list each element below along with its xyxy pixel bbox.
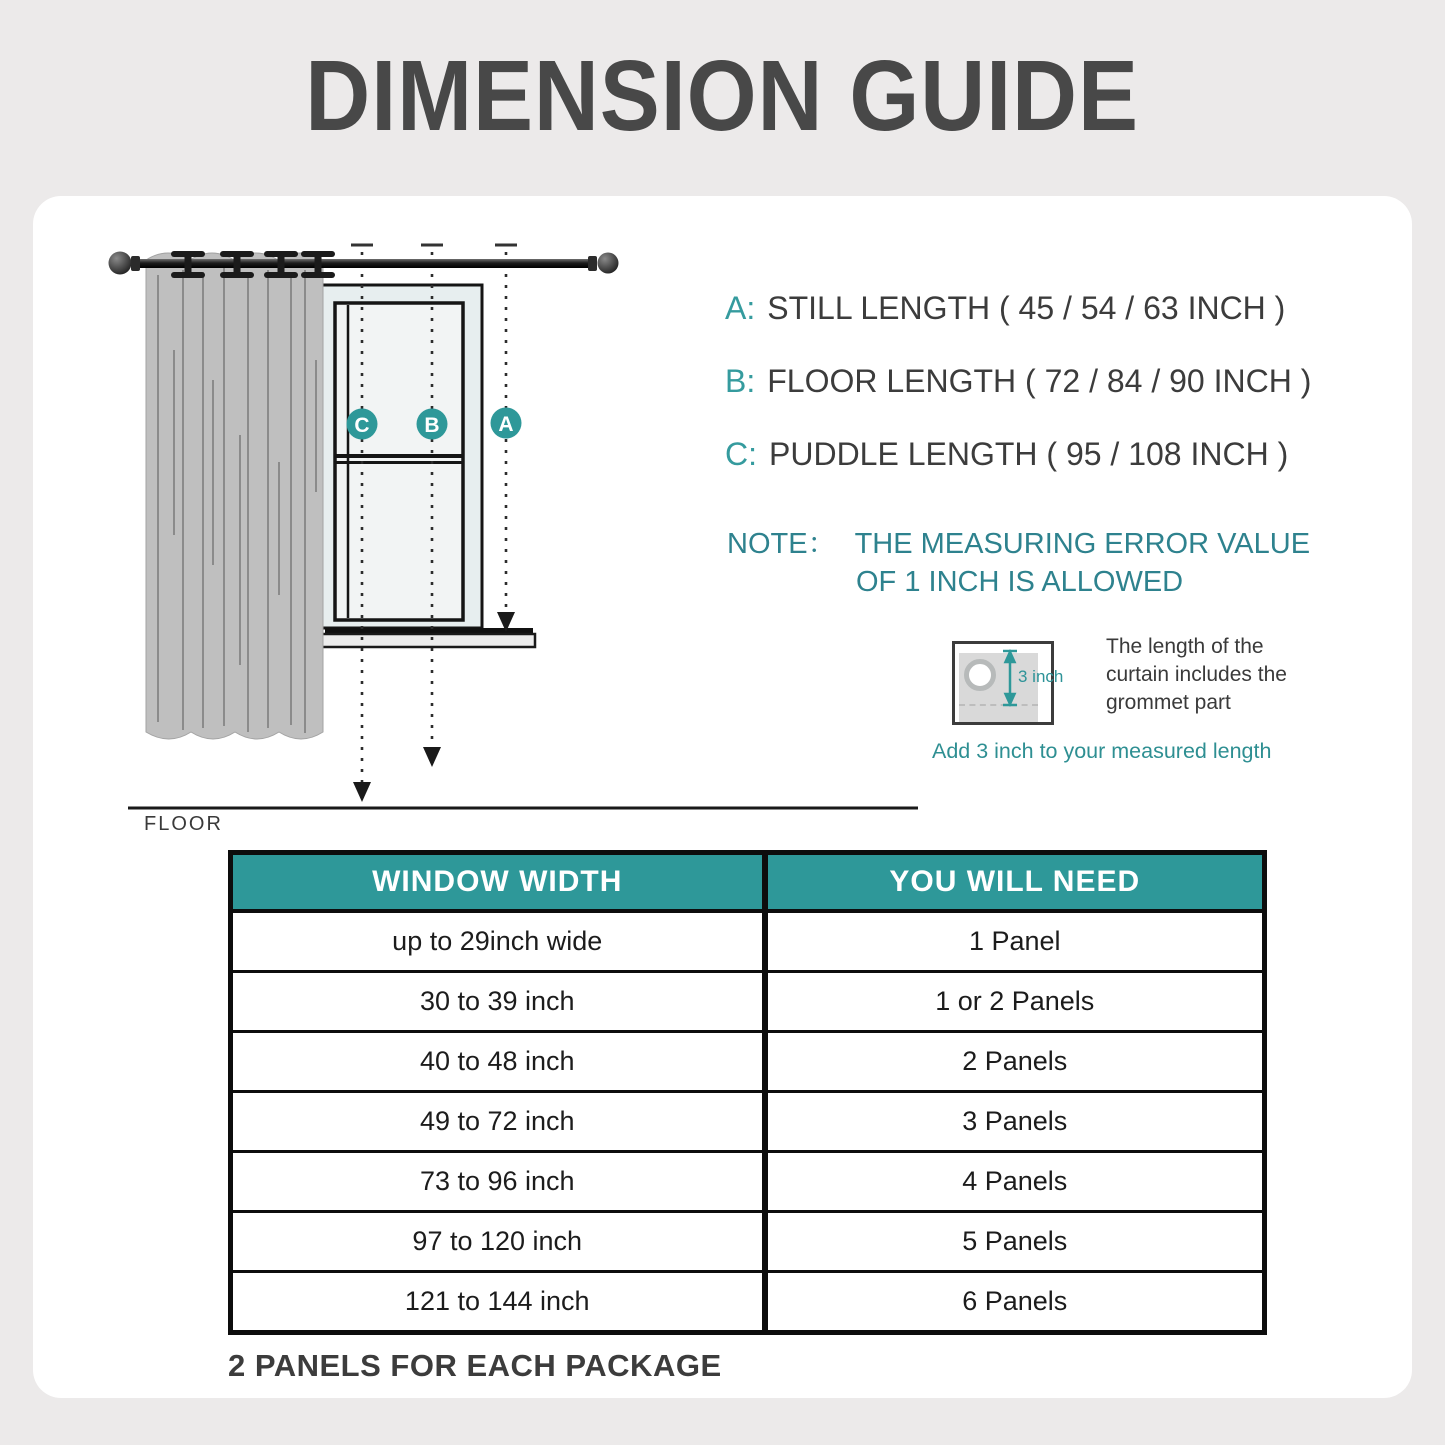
length-spec-a-key: A: (725, 290, 756, 326)
length-spec-b-text: FLOOR LENGTH ( 72 / 84 / 90 INCH ) (767, 363, 1312, 399)
table-row (231, 972, 1265, 1032)
grommet-stitch-line (959, 704, 1038, 706)
table-row (231, 1032, 1265, 1092)
floor-label: FLOOR (144, 813, 223, 830)
panels-needed-cell: 6 Panels (765, 1272, 1265, 1333)
panel-size-table (228, 850, 1267, 1335)
page-title (0, 40, 1445, 152)
window-width-cell: 49 to 72 inch (231, 1092, 765, 1152)
window-width-cell: 73 to 96 inch (231, 1152, 765, 1212)
window-width-cell: up to 29inch wide (231, 911, 765, 972)
note-line1-text: THE MEASURING ERROR VALUE (854, 528, 1311, 560)
length-spec-a (725, 290, 1285, 327)
panels-needed-cell: 4 Panels (765, 1152, 1265, 1212)
grommet-measure-arrow-icon (1001, 649, 1019, 713)
panels-needed-cell: 5 Panels (765, 1212, 1265, 1272)
package-note: 2 PANELS FOR EACH PACKAGE (228, 1348, 722, 1383)
grommet-caption: Add 3 inch to your measured length (932, 739, 1272, 763)
table-row (231, 1272, 1265, 1333)
table-header-row (231, 853, 1265, 912)
length-spec-c-key: C: (725, 436, 757, 472)
grommet-description: The length of the curtain includes the grommet part (1106, 635, 1287, 714)
table-row (231, 1092, 1265, 1152)
curtain-illustration (146, 253, 323, 739)
note-line2: OF 1 INCH IS ALLOWED (856, 566, 1184, 598)
length-spec-c (725, 436, 1288, 473)
table-row (231, 1152, 1265, 1212)
marker-a-label: A (498, 413, 514, 436)
marker-b-label: B (424, 414, 440, 437)
header-you-will-need: YOU WILL NEED (765, 853, 1265, 912)
window-width-cell: 30 to 39 inch (231, 972, 765, 1032)
grommet-inset-diagram (952, 641, 1064, 725)
header-window-width: WINDOW WIDTH (231, 853, 765, 912)
marker-c-label: C (354, 414, 370, 437)
length-spec-b (725, 363, 1311, 400)
table-row (231, 1212, 1265, 1272)
length-spec-a-text: STILL LENGTH ( 45 / 54 / 63 INCH ) (767, 290, 1286, 326)
grommet-measure-label: 3 inch (1018, 667, 1064, 686)
length-spec-b-key: B: (725, 363, 756, 399)
panels-needed-cell: 1 Panel (765, 911, 1265, 972)
panels-needed-cell: 2 Panels (765, 1032, 1265, 1092)
panels-needed-cell: 1 or 2 Panels (765, 972, 1265, 1032)
page-title-text: DIMENSION GUIDE (305, 40, 1140, 152)
window-width-cell: 40 to 48 inch (231, 1032, 765, 1092)
window-illustration (322, 285, 535, 647)
length-spec-c-text: PUDDLE LENGTH ( 95 / 108 INCH ) (769, 436, 1289, 472)
window-width-cell: 97 to 120 inch (231, 1212, 765, 1272)
panels-needed-cell: 3 Panels (765, 1092, 1265, 1152)
note-label: NOTE： (727, 528, 837, 560)
grommet-ring-icon (964, 659, 996, 691)
table-row (231, 911, 1265, 972)
window-width-cell: 121 to 144 inch (231, 1272, 765, 1333)
note-line1 (727, 521, 1310, 562)
